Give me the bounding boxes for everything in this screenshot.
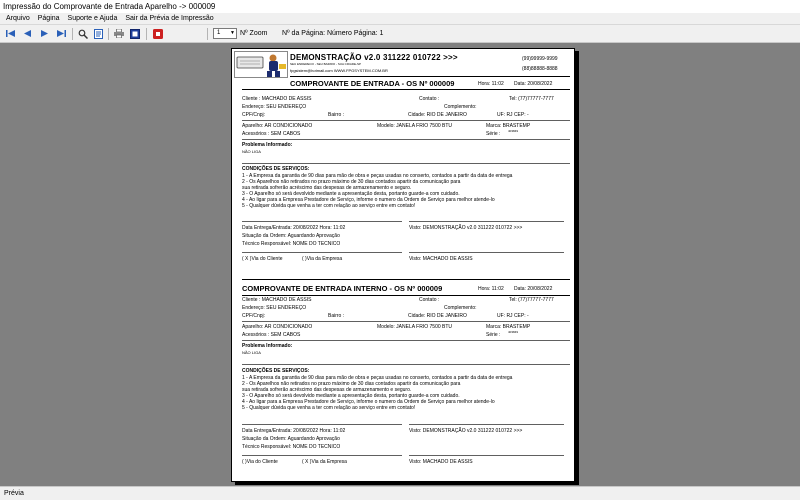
- company-logo: [234, 51, 288, 78]
- previous-page-icon[interactable]: [22, 28, 33, 39]
- condicao-4: 4 - Ao ligar para a Empresa Prestadore de Serviço, informe o numero da Ordem de Serviço para melhor atende-lo: [242, 399, 495, 405]
- chevron-down-icon: ▼: [230, 30, 235, 36]
- via-cliente: ( )Via do Cliente: [242, 459, 278, 465]
- page-view-icon[interactable]: [93, 28, 104, 39]
- cidade-field: Cidade: RIO DE JANEIRO: [408, 313, 467, 319]
- uf-field: UF: RJ CEP: -: [497, 313, 529, 319]
- problema-label: Problema Informado:: [242, 142, 293, 148]
- company-phone-2: (88)88888-8888: [522, 66, 558, 72]
- cidade-field: Cidade: RIO DE JANEIRO: [408, 112, 467, 118]
- menu-bar: [0, 13, 800, 25]
- menu-pagina[interactable]: Página: [37, 15, 60, 22]
- complemento-field: Complemento:: [444, 104, 477, 110]
- condicao-5: 5 - Qualquer dúvida que venha a ter com relação ao serviço entre em contato!: [242, 405, 416, 411]
- modelo-field: Modelo: JANELA FRIO 7500 BTU: [377, 123, 453, 129]
- acessorios-field: Acessórios : SEM CABOS: [242, 332, 301, 338]
- condicao-2: 2 - Os Aparelhos não retirados no prazo máximo de 30 dias contados apartir da comunicação para: [242, 179, 461, 185]
- condicao-2b: sua retirada sofrerão acréscimo das despesas de armazenamento e seguro.: [242, 387, 412, 393]
- zoom-icon[interactable]: [77, 28, 88, 39]
- serie-value: 403849: [508, 129, 519, 133]
- toolbar: [0, 25, 800, 43]
- bairro-field: Bairro :: [328, 313, 345, 319]
- bairro-field: Bairro :: [328, 112, 345, 118]
- situacao-ordem: Situação da Ordem: Aguardando Aprovação: [242, 233, 340, 239]
- last-page-icon[interactable]: [56, 28, 67, 39]
- next-page-icon[interactable]: [39, 28, 50, 39]
- uf-field: UF: RJ CEP: -: [497, 112, 529, 118]
- modelo-field: Modelo: JANELA FRIO 7500 BTU: [377, 324, 453, 330]
- situacao-ordem: Situação da Ordem: Aguardando Aprovação: [242, 436, 340, 442]
- via-empresa: ( X )Via da Empresa: [302, 459, 347, 465]
- contato-field: Contato :: [419, 96, 440, 102]
- cpf-field: CPF/Cnpj:: [242, 112, 266, 118]
- endereco-field: Endereço: SEU ENDEREÇO: [242, 305, 307, 311]
- status-bar: Prévia: [0, 486, 800, 500]
- company-contact: fpgsistem@hotmail.com WWW.FPGSYSTEM.COM.BR: [290, 68, 388, 73]
- condicao-3: 3 - O Aparelho só será devolvido mediante a apresentação desta, portanto guarde-a com cuidado.: [242, 191, 460, 197]
- marca-field: Marca: BRASTEMP: [486, 324, 531, 330]
- page-select-value: 1: [217, 30, 221, 36]
- condicao-3: 3 - O Aparelho só será devolvido mediante a apresentação desta, portanto guarde-a com cuidado.: [242, 393, 460, 399]
- company-phone-1: (99)99999-9999: [522, 56, 558, 62]
- page-number-label: Nº da Página: Número Página: 1: [282, 30, 384, 37]
- visto-empresa: Visto: DEMONSTRAÇÃO v2.0 311222 010722 >>>: [409, 428, 523, 434]
- condicao-2: 2 - Os Aparelhos não retirados no prazo máximo de 30 dias contados apartir da comunicação para: [242, 381, 461, 387]
- via-cliente: ( X )Via do Cliente: [242, 256, 283, 262]
- print-icon[interactable]: [113, 28, 124, 39]
- window-title: Impressão do Comprovante de Entrada Aparelho -> 000009: [0, 0, 800, 13]
- cliente-field: Cliente : MACHADO DE ASSIS: [242, 96, 312, 102]
- receipt-title: COMPROVANTE DE ENTRADA - OS Nº 000009: [290, 79, 455, 88]
- marca-field: Marca: BRASTEMP: [486, 123, 531, 129]
- cliente-field: Cliente : MACHADO DE ASSIS: [242, 297, 312, 303]
- export-icon[interactable]: [129, 28, 140, 39]
- page-select[interactable]: [213, 28, 237, 39]
- company-address: SEU ENDERECO - SEU BAIRRO - SUA CIDADE-SP: [290, 62, 362, 66]
- menu-sair[interactable]: Sair da Prévia de Impressão: [125, 15, 214, 22]
- acessorios-field: Acessórios : SEM CABOS: [242, 131, 301, 137]
- problema-label: Problema Informado:: [242, 343, 293, 349]
- report-page: [231, 48, 575, 482]
- contato-field: Contato :: [419, 297, 440, 303]
- receipt-title-interno: COMPROVANTE DE ENTRADA INTERNO - OS Nº 000009: [242, 284, 443, 293]
- condicao-1: 1 - A Empresa da garantia de 90 dias para mão de obra e peças usadas no conserto, contados a partir da data de entrega: [242, 375, 513, 381]
- cpf-field: CPF/Cnpj:: [242, 313, 266, 319]
- complemento-field: Complemento:: [444, 305, 477, 311]
- receipt-data-interno: Data: 20/08/2022: [514, 286, 553, 292]
- serie-value: 403849: [508, 330, 519, 334]
- receipt-data: Data: 20/08/2022: [514, 81, 553, 87]
- condicoes-title: CONDIÇÕES DE SERVIÇOS:: [242, 368, 310, 374]
- close-preview-icon[interactable]: [152, 28, 163, 39]
- preview-area[interactable]: [0, 44, 800, 486]
- company-name: DEMONSTRAÇÃO v2.0 311222 010722 >>>: [290, 53, 458, 62]
- tel-field: Tel: (77)77777-7777: [509, 297, 554, 303]
- data-entrada: Data Entrega/Entrada: 20/08/2022 Hora: 11:02: [242, 428, 346, 434]
- tel-field: Tel: (77)77777-7777: [509, 96, 554, 102]
- condicao-5: 5 - Qualquer dúvida que venha a ter com relação ao serviço entre em contato!: [242, 203, 416, 209]
- aparelho-field: Aparelho: AR CONDICIONADO: [242, 123, 313, 129]
- serie-field: Série :: [486, 332, 501, 338]
- menu-arquivo[interactable]: Arquivo: [6, 15, 30, 22]
- visto-cliente: Visto: MACHADO DE ASSIS: [409, 459, 473, 465]
- condicao-4: 4 - Ao ligar para a Empresa Prestadore de Serviço, informe o numero da Ordem de Serviço para melhor atende-lo: [242, 197, 495, 203]
- serie-field: Série :: [486, 131, 501, 137]
- menu-suporte[interactable]: Suporte e Ajuda: [67, 15, 118, 22]
- tecnico-responsavel: Técnico Responsável: NOME DO TECNICO: [242, 241, 341, 247]
- first-page-icon[interactable]: [5, 28, 16, 39]
- visto-cliente: Visto: MACHADO DE ASSIS: [409, 256, 473, 262]
- data-entrada: Data Entrega/Entrada: 20/08/2022 Hora: 11:02: [242, 225, 346, 231]
- tecnico-responsavel: Técnico Responsável: NOME DO TECNICO: [242, 444, 341, 450]
- condicoes-title: CONDIÇÕES DE SERVIÇOS:: [242, 166, 310, 172]
- visto-empresa: Visto: DEMONSTRAÇÃO v2.0 311222 010722 >>>: [409, 225, 523, 231]
- aparelho-field: Aparelho: AR CONDICIONADO: [242, 324, 313, 330]
- receipt-hora-interno: Hora: 11:02: [478, 286, 504, 292]
- problema-value: NÃO LIGA: [242, 350, 261, 355]
- zoom-label: Nº Zoom: [240, 30, 268, 37]
- via-empresa: ( )Via da Empresa: [302, 256, 343, 262]
- problema-value: NÃO LIGA: [242, 149, 261, 154]
- endereco-field: Endereço: SEU ENDEREÇO: [242, 104, 307, 110]
- condicao-2b: sua retirada sofrerão acréscimo das despesas de armazenamento e seguro.: [242, 185, 412, 191]
- condicao-1: 1 - A Empresa da garantia de 90 dias para mão de obra e peças usadas no conserto, contados a partir da data de entrega: [242, 173, 513, 179]
- receipt-hora: Hora: 11:02: [478, 81, 504, 87]
